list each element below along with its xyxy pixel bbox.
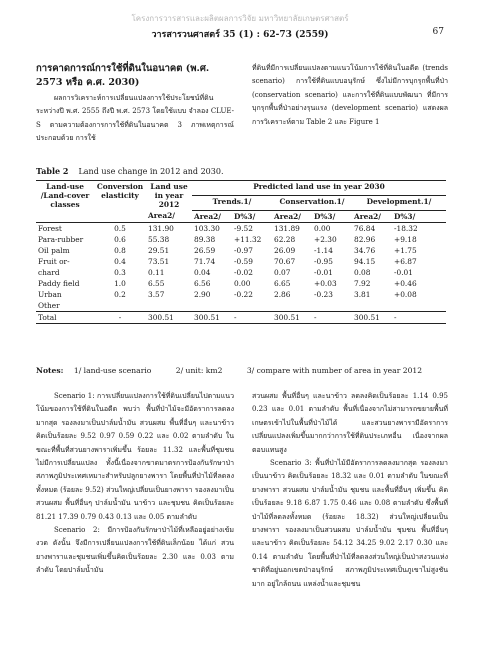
column-header: Conservation.1/ — [272, 195, 352, 210]
column-header: Area2/ — [272, 210, 312, 222]
table-cell: - — [314, 312, 317, 322]
table-cell: 0.3 — [114, 267, 126, 277]
table-cell: 6.65 — [274, 278, 291, 288]
table-cell: 70.67 — [274, 256, 296, 266]
table-cell: 34.76 — [354, 245, 376, 255]
table-cell: 0.04 — [194, 267, 211, 277]
table-cell: 0.4 — [114, 256, 126, 266]
column-header: Trends.1/ — [192, 195, 272, 210]
table-cell: Other — [38, 300, 60, 310]
table-cell: -0.02 — [234, 267, 253, 277]
table-cell: 300.51 — [148, 312, 174, 322]
table-cell: 0.8 — [114, 245, 126, 255]
table-cell: 0.00 — [234, 278, 251, 288]
table-cell: 2.90 — [194, 289, 211, 299]
table-cell: 55.38 — [148, 234, 170, 244]
table-cell: 300.51 — [194, 312, 220, 322]
paragraph: ผลการวิเคราะห์การเปลี่ยนแปลงการใช้ประโยชน์ที่ดินระหว่างปี พ.ศ. 2555 ถึงปี พ.ศ. 2573 โดยใช้แบบ จำลอง CLUE-S ตามความต้องการการใช้ที่ดินในอนาคต 3 ภาพเหตุการณ์ ประกอบด้วย การใช้ — [36, 94, 234, 143]
note: 1/ land-use scenario — [73, 366, 152, 375]
table-cell: 2.86 — [274, 289, 291, 299]
column-header: D%3/ — [312, 210, 352, 222]
table-cell: +1.75 — [394, 245, 417, 255]
table-cell: +0.03 — [314, 278, 337, 288]
column-header: Area2/ — [192, 210, 232, 222]
table-cell: +2.30 — [314, 234, 337, 244]
table-cell: 3.57 — [148, 289, 165, 299]
table-cell: 0.08 — [354, 267, 371, 277]
table-cell: 0.2 — [114, 289, 126, 299]
left-column — [36, 62, 234, 146]
table-cell: -0.01 — [394, 267, 413, 277]
column-header: D%3/ — [232, 210, 272, 222]
table-cell: -0.95 — [314, 256, 333, 266]
notes-label: Notes: — [36, 366, 64, 375]
right-column — [252, 62, 448, 129]
table-row — [36, 267, 446, 278]
table-row — [36, 278, 446, 289]
table-cell: 0.07 — [274, 267, 291, 277]
table-row — [36, 234, 446, 245]
bottom-right-column — [252, 390, 448, 591]
table-notes — [36, 366, 444, 375]
table-cell: 62.28 — [274, 234, 296, 244]
table-cell: -0.23 — [314, 289, 333, 299]
table-row — [36, 245, 446, 256]
table-cell: 26.09 — [274, 245, 296, 255]
section-heading: การคาดการณ์การใช้ที่ดินในอนาคต (พ.ศ. 2573 หรือ ค.ศ. 2030) — [36, 63, 210, 88]
table-cell: 6.56 — [194, 278, 211, 288]
journal-title: วารสารวนศาสตร์ 35 (1) : 62-73 (2559) — [151, 30, 329, 40]
table-cell: 0.11 — [148, 267, 165, 277]
table-cell: 0.5 — [114, 223, 126, 233]
note: 3/ compare with number of area in year 2012 — [246, 366, 423, 375]
table-cell: 73.51 — [148, 256, 170, 266]
column-header: D%3/ — [392, 210, 446, 222]
table-cell: 6.55 — [148, 278, 165, 288]
column-header: Development.1/ — [352, 195, 446, 210]
table-cell: +0.08 — [394, 289, 417, 299]
table-cell: Fruit or- — [38, 256, 70, 266]
table-cell: 131.90 — [148, 223, 174, 233]
column-header: Area2/ — [352, 210, 392, 222]
column-header: Area2/ — [146, 210, 192, 222]
table-cell: 94.15 — [354, 256, 376, 266]
paragraph: สวนผสม พื้นที่อื่นๆ และนาข้าว ลดลงคิดเป็นร้อยละ 1.14 0.95 0.23 และ 0.01 ตามลำดับ พื้นที่เนื่องจากไม่สามารถขยายพื้นที่เกษตรเข้าไปในพื้นที่ป่าไม้ได้ และสวนยางพารามีอัตราการเปลี่ยนแปลงเพิ่มขึ้นมากกว่าการใช้ที่ดินประเภทอื่น เนื่องจากผลตอบแทนสูง — [252, 392, 448, 454]
table-cell: 1.0 — [114, 278, 126, 288]
table-cell: - — [394, 312, 397, 322]
page-number: 67 — [432, 27, 444, 37]
table-row — [36, 289, 446, 300]
table-cell: 26.59 — [194, 245, 216, 255]
column-header: Conversion elasticity — [94, 181, 146, 223]
column-header: Predicted land use in year 2030 — [192, 181, 446, 196]
table-row — [36, 300, 446, 312]
table-cell: 300.51 — [354, 312, 380, 322]
table-total-row — [36, 311, 446, 323]
table-cell: Forest — [38, 223, 62, 233]
table-cell: 89.38 — [194, 234, 216, 244]
table-cell: 3.81 — [354, 289, 371, 299]
table-cell: -1.14 — [314, 245, 333, 255]
table-cell: Total — [38, 312, 57, 322]
paragraph: Scenario 2: มีการป้องกันรักษาป่าไม้ที่เหลืออยู่อย่างเข้มงวด ดังนั้น จึงมีการเปลี่ยนแปลงการใช้ที่ดินเล็กน้อย ได้แก่ สวนยางพาราและชุมชนเพิ่มขึ้นคิดเป็นร้อยละ 2.30 และ 0.03 ตามลำดับ โดยปาล์มน้ำมัน — [36, 526, 234, 575]
table-cell: -0.59 — [234, 256, 253, 266]
table-cell: chard — [38, 267, 60, 277]
table-cell: +11.32 — [234, 234, 262, 244]
table-row — [36, 256, 446, 267]
table-cell: +0.46 — [394, 278, 417, 288]
table-cell: -0.22 — [234, 289, 253, 299]
note: 2/ unit: km2 — [175, 366, 223, 375]
table-cell: Para-rubber — [38, 234, 84, 244]
table-cell: 131.89 — [274, 223, 300, 233]
table-cell: 76.84 — [354, 223, 376, 233]
table-cell: 71.74 — [194, 256, 216, 266]
table-label: Table 2 — [36, 166, 69, 176]
table-cell: -0.01 — [314, 267, 333, 277]
table-caption-text: Land use change in 2012 and 2030. — [78, 167, 224, 176]
bottom-left-column — [36, 390, 234, 578]
column-header: Land-use /Land-cover classes — [36, 181, 94, 223]
table-cell: Oil palm — [38, 245, 70, 255]
table-cell: 7.92 — [354, 278, 371, 288]
table-cell: -0.97 — [234, 245, 253, 255]
paragraph: Scenario 3: พื้นที่ป่าไม้มีอัตราการลดลงมากสุด รองลงมาเป็นนาข้าว คิดเป็นร้อยละ 18.32 และ 0.01 ตามลำดับ ในขณะที่ยางพารา สวนผสม ปาล์มน้ำมัน ชุมชน และพื้นที่อื่นๆ เพิ่มขึ้น คิดเป็นร้อยละ 9.18 6.87 1.75 0.46 และ 0.08 ตามลำดับ ซึ่งพื้นที่ป่าไม้ที่ลดลงทั้งหมด (ร้อยละ 18.32) ส่วนใหญ่เปลี่ยนเป็นยางพารา รองลงมาเป็นสวนผสม ปาล์มน้ำมัน ชุมชน พื้นที่อื่นๆ และนาข้าว คิดเป็นร้อยละ 54.12 34.25 9.02 2.17 0.30 และ 0.14 ตามลำดับ โดยพื้นที่ป่าไม้ที่ลดลงส่วนใหญ่เป็นป่าสงวนแห่งชาติที่อยู่นอกเขตป่าอนุรักษ์ สภาพภูมิประเทศเป็นภูเขาไม่สูงชันมาก อยู่ใกล้ถนน แหล่งน้ำและชุมชน — [252, 459, 448, 588]
paragraph: Scenario 1: การเปลี่ยนแปลงการใช้ที่ดินเปลี่ยนไปตามแนวโน้มของการใช้ที่ดินในอดีต พบว่า พื้นที่ป่าไม้จะมีอัตราการลดลงมากสุด รองลงมาเป็นปาล์มน้ำมัน สวนผสม พื้นที่อื่นๆ และนาข้าว คิดเป็นร้อยละ 9.52 0.97 0.59 0.22 และ 0.02 ตามลำดับ ในขณะที่พื้นที่สวนยางพาราเพิ่มขึ้น ร้อยละ 11.32 และพื้นที่ชุมชนไม่มีการเปลี่ยนแปลง ทั้งนี้เนื่องจากขาดมาตรการป้องกันรักษาป่า สภาพภูมิประเทศเหมาะสำหรับปลูกยางพารา โดยพื้นที่ป่าไม้ที่ลดลงทั้งหมด (ร้อยละ 9.52) ส่วนใหญ่เปลี่ยนเป็นยางพารา รองลงมาเป็นสวนผสม พื้นที่อื่นๆ ปาล์มน้ำมัน นาข้าว และชุมชน คิดเป็นร้อยละ 81.21 17.39 0.79 0.43 0.13 และ 0.05 ตามลำดับ — [36, 392, 234, 521]
table-row — [36, 222, 446, 234]
table-cell: 300.51 — [274, 312, 300, 322]
table-cell: 0.6 — [114, 234, 126, 244]
table-cell: 103.30 — [194, 223, 220, 233]
page-header — [0, 27, 480, 41]
watermark: โครงการวารสารและผลิตผลการวิจัย มหาวิทยาลัยเกษตรศาสตร์ — [131, 14, 349, 23]
table-cell: 0.00 — [314, 223, 331, 233]
table-cell: - — [118, 312, 122, 322]
paragraph: ที่ดินที่มีการเปลี่ยนแปลงตามแนวโน้มการใช้ที่ดินในอดีต (trends scenario) การใช้ที่ดินแบบอนุรักษ์ ซึ่งไม่มีการบุกรุกพื้นที่ป่า (conservation scenario) และการใช้ที่ดินแบบพัฒนา ที่มีการบุกรุกพื้นที่ป่าอย่างรุนแรง (development scenario) แสดงผลการวิเคราะห์ตาม Table 2 และ Figure 1 — [252, 64, 448, 126]
table-cell: Paddy field — [38, 278, 80, 288]
table-cell: 29.51 — [148, 245, 170, 255]
table-cell: -18.32 — [394, 223, 418, 233]
table-cell: Urban — [38, 289, 62, 299]
table-caption — [36, 166, 223, 176]
table-cell: -9.52 — [234, 223, 253, 233]
table-cell: +6.87 — [394, 256, 417, 266]
column-header: Land use in year 2012 — [146, 181, 192, 211]
table-cell: - — [234, 312, 237, 322]
table-cell: 82.96 — [354, 234, 376, 244]
table-cell: +9.18 — [394, 234, 417, 244]
land-use-table — [36, 180, 446, 324]
